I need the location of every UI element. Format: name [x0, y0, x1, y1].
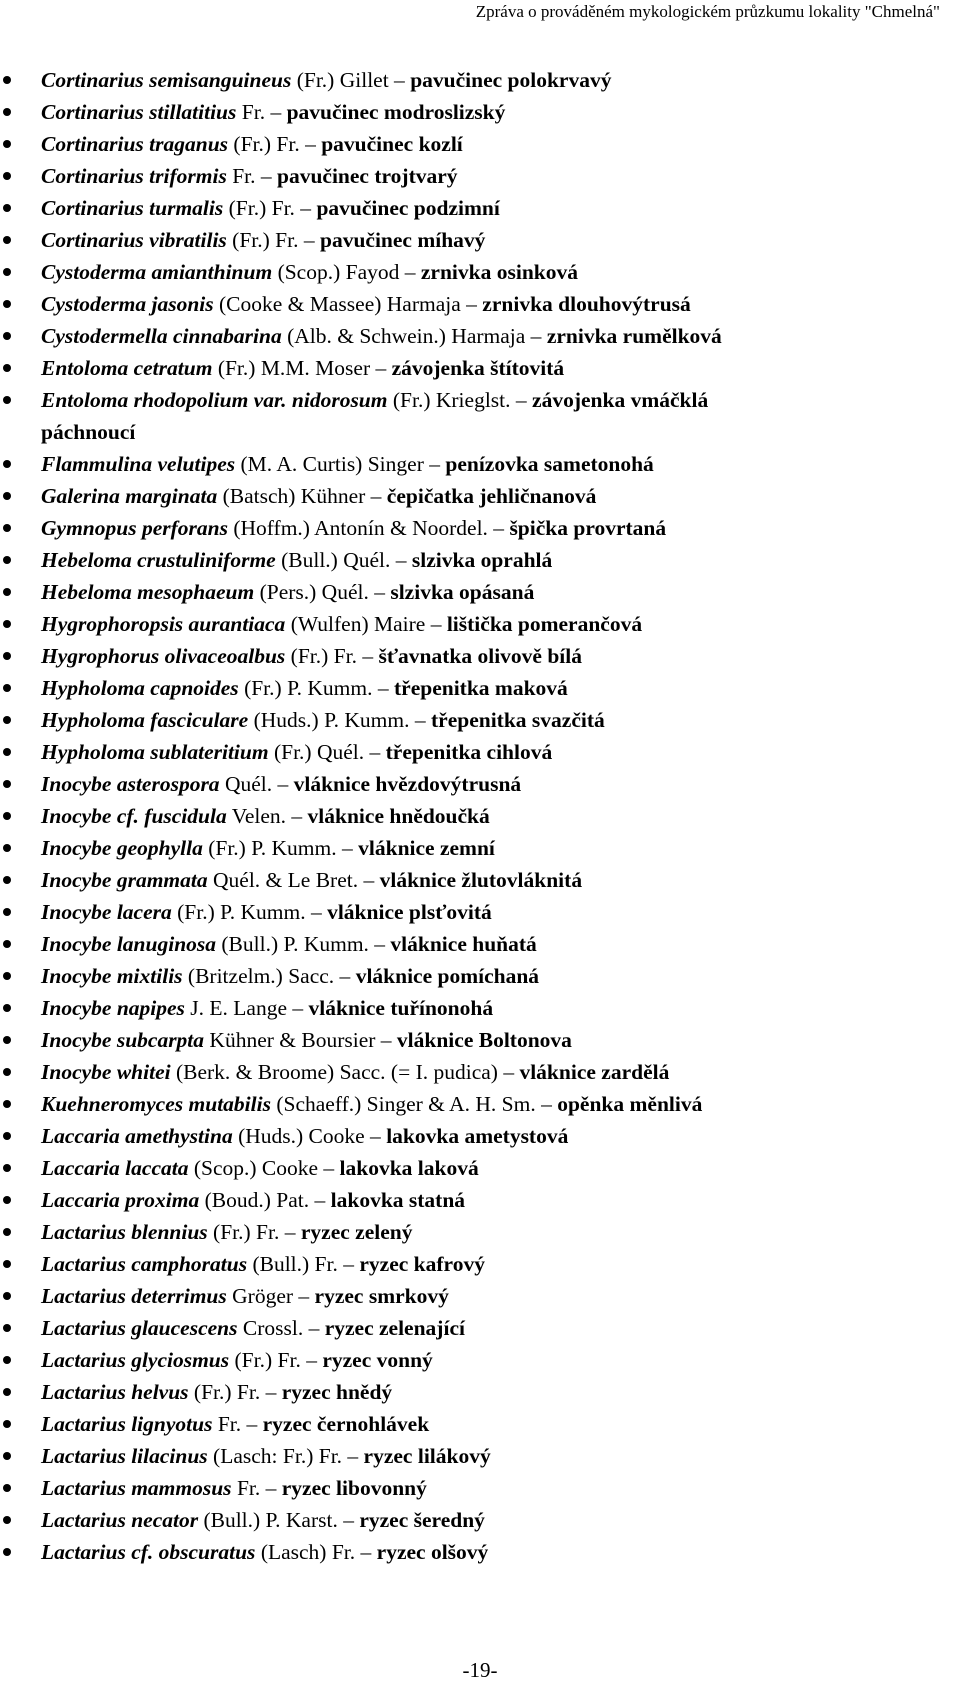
author-citation: (Fr.) Fr. –	[228, 132, 322, 156]
czech-name-continuation: páchnoucí	[41, 420, 136, 444]
species-item	[0, 928, 960, 960]
author-citation: J. E. Lange –	[184, 996, 309, 1020]
author-citation: (Fr.) Fr. –	[188, 1380, 282, 1404]
species-item	[0, 768, 960, 800]
czech-name: slzivka oprahlá	[411, 548, 553, 572]
czech-name: zrnivka osinková	[420, 260, 578, 284]
scientific-name: Inocybe cf. fuscidula	[41, 804, 227, 828]
scientific-name: Inocybe whitei	[41, 1060, 171, 1084]
czech-name: pavučinec podzimní	[316, 196, 500, 220]
species-item	[0, 448, 960, 480]
scientific-name: Hygrophorus olivaceoalbus	[41, 644, 286, 668]
scientific-name: Lactarius lignyotus	[41, 1412, 213, 1436]
czech-name: lakovka ametystová	[386, 1124, 569, 1148]
scientific-name: Lactarius helvus	[41, 1380, 189, 1404]
author-citation: (M. A. Curtis) Singer –	[235, 452, 446, 476]
author-citation: (Hoffm.) Antonín & Noordel. –	[227, 516, 510, 540]
author-citation: (Fr.) Fr. –	[207, 1220, 301, 1244]
czech-name: vláknice hvězdovýtrusná	[293, 772, 522, 796]
czech-name: pavučinec míhavý	[319, 228, 486, 252]
scientific-name: Lactarius camphoratus	[41, 1252, 248, 1276]
scientific-name: Galerina marginata	[41, 484, 218, 508]
species-item	[0, 800, 960, 832]
species-item	[0, 1152, 960, 1184]
species-item	[0, 736, 960, 768]
author-citation: (Bull.) P. Kumm. –	[216, 932, 391, 956]
author-citation: (Fr.) Quél. –	[268, 740, 386, 764]
author-citation: (Fr.) Fr. –	[229, 1348, 323, 1372]
author-citation: Crossl. –	[237, 1316, 325, 1340]
author-citation: Fr. –	[236, 100, 287, 124]
species-item	[0, 1280, 960, 1312]
scientific-name: Cortinarius semisanguineus	[41, 68, 292, 92]
czech-name: třepenitka maková	[394, 676, 568, 700]
author-citation: (Fr.) Gillet –	[291, 68, 411, 92]
author-citation: (Bull.) Quél. –	[275, 548, 412, 572]
scientific-name: Lactarius necator	[41, 1508, 199, 1532]
author-citation: (Cooke & Massee) Harmaja –	[213, 292, 483, 316]
scientific-name: Inocybe napipes	[41, 996, 185, 1020]
author-citation: (Fr.) P. Kumm. –	[202, 836, 359, 860]
scientific-name: Cortinarius vibratilis	[41, 228, 227, 252]
species-item	[0, 1472, 960, 1504]
author-citation: (Scop.) Cooke –	[188, 1156, 340, 1180]
czech-name: ryzec černohlávek	[262, 1412, 430, 1436]
species-item	[0, 1216, 960, 1248]
czech-name: čepičatka jehličnanová	[386, 484, 597, 508]
species-item	[0, 704, 960, 736]
czech-name: závojenka vmáčklá	[532, 388, 709, 412]
czech-name: pavučinec polokrvavý	[410, 68, 612, 92]
author-citation: (Huds.) P. Kumm. –	[248, 708, 431, 732]
czech-name: ryzec lilákový	[363, 1444, 491, 1468]
scientific-name: Lactarius deterrimus	[41, 1284, 227, 1308]
czech-name: pavučinec modroslizský	[286, 100, 506, 124]
czech-name: vláknice zardělá	[519, 1060, 670, 1084]
czech-name: pavučinec kozlí	[321, 132, 463, 156]
author-citation: (Batsch) Kühner –	[217, 484, 387, 508]
species-item	[0, 352, 960, 384]
species-item	[0, 992, 960, 1024]
scientific-name: Cystodermella cinnabarina	[41, 324, 282, 348]
species-item	[0, 1536, 960, 1568]
scientific-name: Hygrophoropsis aurantiaca	[41, 612, 286, 636]
czech-name: ryzec vonný	[322, 1348, 433, 1372]
species-item	[0, 256, 960, 288]
author-citation: (Bull.) Fr. –	[247, 1252, 360, 1276]
scientific-name: Lactarius glaucescens	[41, 1316, 238, 1340]
scientific-name: Inocybe lacera	[41, 900, 172, 924]
page-number: -19-	[462, 1658, 498, 1682]
czech-name: vláknice huňatá	[390, 932, 537, 956]
czech-name: ryzec kafrový	[359, 1252, 485, 1276]
czech-name: lištička pomerančová	[446, 612, 643, 636]
species-item	[0, 160, 960, 192]
scientific-name: Cortinarius traganus	[41, 132, 229, 156]
species-item	[0, 608, 960, 640]
author-citation: (Pers.) Quél. –	[254, 580, 391, 604]
scientific-name: Laccaria amethystina	[41, 1124, 233, 1148]
author-citation: Fr. –	[212, 1412, 263, 1436]
scientific-name: Flammulina velutipes	[41, 452, 236, 476]
czech-name: třepenitka cihlová	[385, 740, 553, 764]
author-citation: (Fr.) Fr. –	[223, 196, 317, 220]
species-item	[0, 384, 960, 448]
czech-name: penízovka sametonohá	[445, 452, 654, 476]
scientific-name: Cortinarius triformis	[41, 164, 227, 188]
scientific-name: Laccaria laccata	[41, 1156, 189, 1180]
czech-name: ryzec zelenající	[324, 1316, 465, 1340]
author-citation: Quél. –	[219, 772, 294, 796]
czech-name: šťavnatka olivově bílá	[378, 644, 583, 668]
species-item	[0, 192, 960, 224]
scientific-name: Lactarius blennius	[41, 1220, 208, 1244]
czech-name: ryzec zelený	[300, 1220, 413, 1244]
czech-name: lakovka statná	[330, 1188, 466, 1212]
czech-name: špička provrtaná	[509, 516, 667, 540]
scientific-name: Lactarius glyciosmus	[41, 1348, 230, 1372]
author-citation: (Alb. & Schwein.) Harmaja –	[281, 324, 547, 348]
scientific-name: Lactarius cf. obscuratus	[41, 1540, 256, 1564]
species-item	[0, 1184, 960, 1216]
scientific-name: Inocybe mixtilis	[41, 964, 183, 988]
scientific-name: Laccaria proxima	[41, 1188, 200, 1212]
scientific-name: Kuehneromyces mutabilis	[41, 1092, 271, 1116]
czech-name: pavučinec trojtvarý	[277, 164, 458, 188]
scientific-name: Inocybe subcarpta	[41, 1028, 205, 1052]
author-citation: (Wulfen) Maire –	[285, 612, 447, 636]
species-item	[0, 96, 960, 128]
czech-name: ryzec libovonný	[281, 1476, 427, 1500]
czech-name: opěnka měnlivá	[557, 1092, 703, 1116]
scientific-name: Cystoderma jasonis	[41, 292, 214, 316]
species-item	[0, 64, 960, 96]
author-citation: (Schaeff.) Singer & A. H. Sm. –	[270, 1092, 558, 1116]
author-citation: (Lasch: Fr.) Fr. –	[207, 1444, 364, 1468]
author-citation: (Berk. & Broome) Sacc. (= I. pudica) –	[170, 1060, 520, 1084]
scientific-name: Hypholoma sublateritium	[41, 740, 269, 764]
scientific-name: Cystoderma amianthinum	[41, 260, 273, 284]
scientific-name: Inocybe lanuginosa	[41, 932, 217, 956]
czech-name: ryzec smrkový	[314, 1284, 449, 1308]
scientific-name: Hypholoma fasciculare	[41, 708, 249, 732]
scientific-name: Cortinarius stillatitius	[41, 100, 237, 124]
author-citation: (Fr.) Krieglst. –	[387, 388, 533, 412]
czech-name: vláknice hnědoučká	[307, 804, 490, 828]
species-item	[0, 576, 960, 608]
species-item	[0, 896, 960, 928]
author-citation: Gröger –	[226, 1284, 315, 1308]
species-item	[0, 640, 960, 672]
czech-name: vláknice žlutovláknitá	[379, 868, 583, 892]
czech-name: vláknice zemní	[358, 836, 495, 860]
czech-name: slzivka opásaná	[390, 580, 535, 604]
scientific-name: Hebeloma mesophaeum	[41, 580, 255, 604]
species-item	[0, 128, 960, 160]
author-citation: (Lasch) Fr. –	[255, 1540, 377, 1564]
czech-name: třepenitka svazčitá	[431, 708, 605, 732]
species-item	[0, 1024, 960, 1056]
scientific-name: Hebeloma crustuliniforme	[41, 548, 276, 572]
species-item	[0, 1440, 960, 1472]
species-item	[0, 1312, 960, 1344]
species-item	[0, 960, 960, 992]
scientific-name: Inocybe asterospora	[41, 772, 220, 796]
species-item	[0, 480, 960, 512]
author-citation: Fr. –	[226, 164, 277, 188]
czech-name: vláknice plsťovitá	[327, 900, 492, 924]
czech-name: ryzec šeredný	[359, 1508, 485, 1532]
czech-name: zrnivka dlouhovýtrusá	[482, 292, 691, 316]
author-citation: (Fr.) Fr. –	[226, 228, 320, 252]
species-item	[0, 320, 960, 352]
scientific-name: Inocybe grammata	[41, 868, 208, 892]
species-item	[0, 512, 960, 544]
species-item	[0, 544, 960, 576]
author-citation: (Boud.) Pat. –	[199, 1188, 331, 1212]
scientific-name: Lactarius mammosus	[41, 1476, 232, 1500]
species-item	[0, 1088, 960, 1120]
author-citation: Quél. & Le Bret. –	[207, 868, 380, 892]
scientific-name: Entoloma cetratum	[41, 356, 213, 380]
scientific-name: Gymnopus perforans	[41, 516, 228, 540]
species-item	[0, 1344, 960, 1376]
species-item	[0, 864, 960, 896]
scientific-name: Entoloma rhodopolium var. nidorosum	[41, 388, 388, 412]
species-item	[0, 672, 960, 704]
species-item	[0, 1504, 960, 1536]
page-header: Zpráva o prováděném mykologickém průzkumu lokality "Chmelná"	[475, 2, 940, 21]
scientific-name: Hypholoma capnoides	[41, 676, 239, 700]
scientific-name: Inocybe geophylla	[41, 836, 203, 860]
czech-name: zrnivka rumělková	[546, 324, 722, 348]
czech-name: ryzec hnědý	[281, 1380, 393, 1404]
species-item	[0, 288, 960, 320]
author-citation: (Bull.) P. Karst. –	[198, 1508, 360, 1532]
author-citation: (Fr.) P. Kumm. –	[238, 676, 394, 700]
author-citation: Velen. –	[226, 804, 308, 828]
author-citation: Fr. –	[231, 1476, 282, 1500]
species-item	[0, 1376, 960, 1408]
czech-name: ryzec olšový	[376, 1540, 489, 1564]
species-item	[0, 1120, 960, 1152]
species-item	[0, 1248, 960, 1280]
czech-name: vláknice tuřínonohá	[308, 996, 494, 1020]
scientific-name: Lactarius lilacinus	[41, 1444, 208, 1468]
species-item	[0, 1408, 960, 1440]
author-citation: (Huds.) Cooke –	[232, 1124, 387, 1148]
czech-name: závojenka štítovitá	[391, 356, 565, 380]
scientific-name: Cortinarius turmalis	[41, 196, 224, 220]
species-item	[0, 832, 960, 864]
author-citation: (Scop.) Fayod –	[272, 260, 421, 284]
czech-name: lakovka laková	[339, 1156, 479, 1180]
author-citation: (Fr.) Fr. –	[285, 644, 379, 668]
species-list	[0, 64, 960, 1568]
species-item	[0, 1056, 960, 1088]
author-citation: (Fr.) P. Kumm. –	[171, 900, 328, 924]
species-item	[0, 224, 960, 256]
author-citation: Kühner & Boursier –	[204, 1028, 397, 1052]
author-citation: (Fr.) M.M. Moser –	[212, 356, 392, 380]
author-citation: (Britzelm.) Sacc. –	[182, 964, 356, 988]
czech-name: vláknice pomíchaná	[355, 964, 540, 988]
czech-name: vláknice Boltonova	[396, 1028, 572, 1052]
